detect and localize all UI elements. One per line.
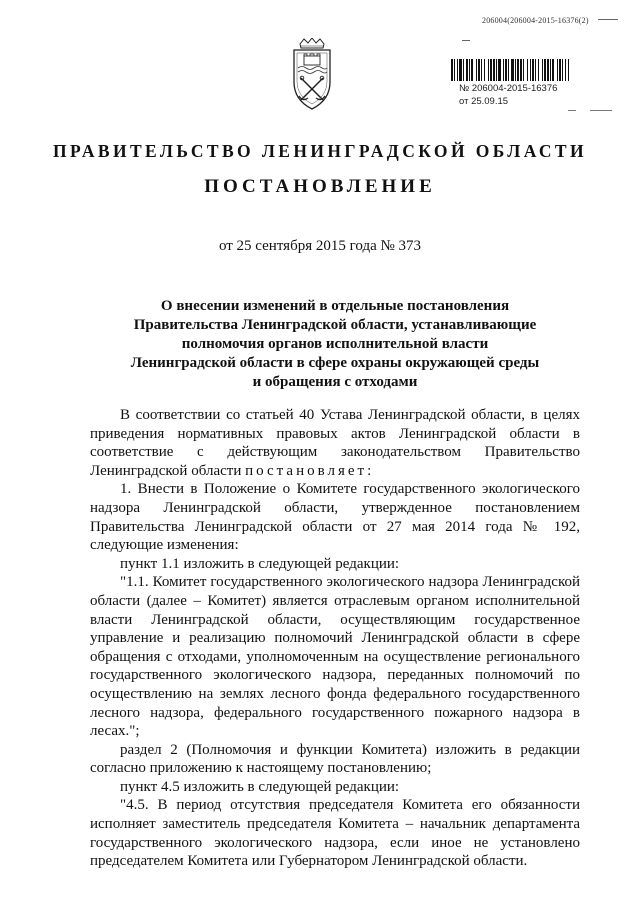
item-1-quoted-text: "4.5. В период отсутствия председателя Комитета его обязанности исполняет заместитель председателя Комитета – начальник департамента государственного экологического надзора, если иное не установлено председателем Комитета или Губернатором Ленинградской области. — [90, 797, 580, 870]
registration-number: № 206004-2015-16376 — [459, 83, 558, 94]
registration-date: от 25.09.15 — [459, 96, 509, 107]
item-1-subitem: пункт 1.1 изложить в следующей редакции: — [120, 555, 400, 572]
barcode-image — [451, 59, 601, 81]
top-registration-code: 206004(206004-2015-16376(2) — [482, 16, 589, 25]
decree-title-line: и обращения с отходами — [252, 374, 418, 390]
decree-title-line: полномочия органов исполнительной власти — [181, 336, 489, 352]
item-1-subitem: пункт 4.5 изложить в следующей редакции: — [120, 778, 400, 795]
preamble-paragraph — [90, 406, 580, 480]
decree-date-number: от 25 сентября 2015 года № 373 — [218, 238, 422, 254]
item-1-paragraph: 1. Внести в Положение о Комитете государственного экологического надзора Ленинградской области, утвержденное постановлением Правительства Ленинградской области от 27 мая 2014 года № 192, следующие изменения: — [90, 481, 580, 554]
document-type-heading: ПОСТАНОВЛЕНИЕ — [204, 176, 436, 197]
item-1-subitem: раздел 2 (Полномочия и функции Комитета) изложить в редакции согласно приложению к настоящему постановлению; — [90, 741, 580, 777]
coat-of-arms-icon — [288, 38, 336, 112]
decree-word: постановляет: — [245, 462, 375, 479]
government-heading: ПРАВИТЕЛЬСТВО ЛЕНИНГРАДСКОЙ ОБЛАСТИ — [52, 141, 588, 161]
preamble-text: В соответствии со статьей 40 Устава Ленинградской области, в целях приведения нормативных правовых актов Ленинградской области в соответствие с действующим законодательством Правительство Ленинградской области — [90, 407, 580, 479]
decree-title-line: Ленинградской области в сфере охраны окружающей среды — [130, 355, 540, 371]
stamp-dash-mark — [462, 40, 470, 41]
decree-title-line: О внесении изменений в отдельные постановления — [160, 298, 510, 314]
decree-title — [90, 297, 580, 392]
stamp-dash-mark — [598, 19, 618, 20]
decree-body — [90, 406, 580, 871]
item-1-quoted-text: "1.1. Комитет государственного экологического надзора Ленинградской области (далее – Комитет) является отраслевым органом исполнительной власти Ленинградской области, осуществляющим государственное управление и реализацию полномочий Ленинградской области в сфере обращения с отходами, уполномоченным на осуществление регионального государственного экологического надзора, переданных полномочий по осуществлению на землях лесного фонда федерального государственного лесного надзора, федерального государственного пожарного надзора в лесах."; — [90, 574, 580, 740]
decree-title-line: Правительства Ленинградской области, устанавливающие — [133, 317, 537, 333]
